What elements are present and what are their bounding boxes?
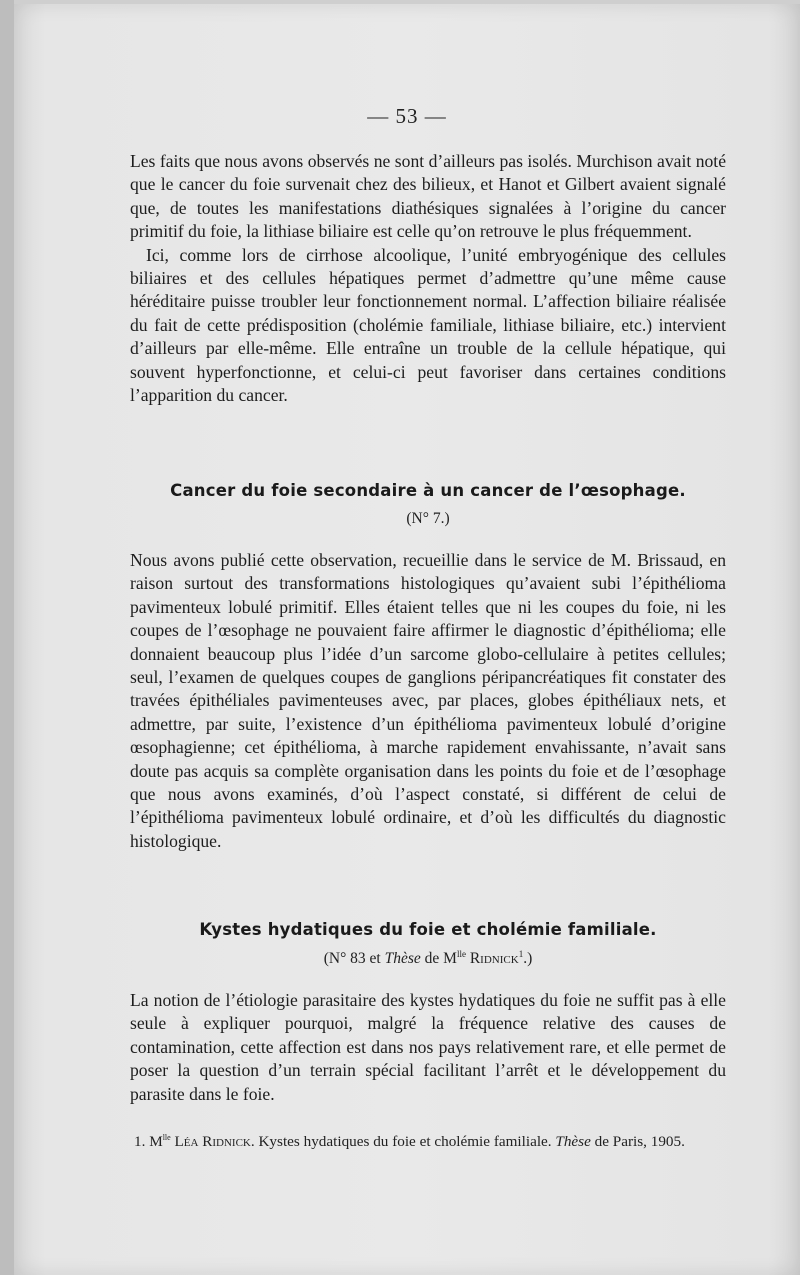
- intro-text: [130, 150, 726, 407]
- footnote-place: de Paris, 1905.: [590, 1133, 685, 1151]
- ref-suffix: .): [523, 950, 533, 968]
- ref-mlle-sup: lle: [456, 949, 466, 959]
- book-page: [14, 4, 800, 1275]
- footnote-title: Kystes hydatiques du foie et cholémie familiale.: [254, 1133, 556, 1151]
- paragraph-etiologie-parasitaire: La notion de l’étiologie parasitaire des kystes hydatiques du foie ne suffit pas à elle seule à expliquer pourquoi, malgré la fréquence relative des causes de contamination, cette affection est dans nos pays relativement rare, et elle permet de poser la question d’un terrain spécial facilitant l’arrêt et le développement du parasite dans le foie.: [130, 990, 726, 1104]
- paragraph-brissaud: Nous avons publié cette observation, recueillie dans le service de M. Brissaud, en raison surtout des transformations histologiques qu’avaient subi l’épithélioma pavimenteux lobulé primitif. Elles étaient telles que ni les coupes du foie, ni les coupes de l’œsophage ne pouvaient faire affirmer le diagnostic d’épithélioma; elle donnaient beaucoup plus l’idée d’un sarcome globo-cellulaire à petites cellules; seul, l’examen de quelques coupes de ganglions péripancréatiques fit constater des travées épithéliales pavimenteuses avec, par places, globes épithéliaux nets, et admettre, par suite, l’existence d’un épithélioma pavimenteux lobulé d’origine œsophagienne; cet épithélioma, à marche rapidement envahissante, n’avait sans doute pas acquis sa complète organisation dans les points du foie et de l’œsophage que nous avons examinés, d’où l’aspect constaté, si différent de celui de l’épithélioma pavimenteux lobulé ordinaire, et d’où les difficultés du diagnostic histologique.: [130, 550, 726, 851]
- page-number: — 53 —: [367, 104, 447, 128]
- footnote-these: Thèse: [555, 1133, 591, 1151]
- section-body-cancer-oesophage: [130, 549, 726, 853]
- section-ref-n7: (N° 7.): [406, 510, 450, 527]
- ref-these: Thèse: [384, 950, 421, 968]
- paragraph-murchison: Les faits que nous avons observés ne sont d’ailleurs pas isolés. Murchison avait noté que le cancer du foie survenait chez des bilieux, et Hanot et Gilbert avaient signalé que, de toutes les manifestations diathésiques signalées à l’origine du cancer primitif du foie, la lithiase biliaire est celle qu’on retrouve le plus fréquemment.: [130, 151, 726, 242]
- footnote-author-name: Léa Ridnick.: [170, 1133, 255, 1151]
- footnote-number: 1.: [134, 1133, 146, 1151]
- paragraph-cirrhose: Ici, comme lors de cirrhose alcoolique, l’unité embryogénique des cellules biliaires et des cellules hépatiques permet d’admettre qu’une même cause héréditaire puisse troubler leur fonctionnement normal. L’affection biliaire réalisée du fait de cette prédisposition (cholémie familiale, lithiase biliaire, etc.) intervient d’ailleurs par elle-même. Elle entraîne un trouble de la cellule hépatique, qui souvent hyperfonctionne, et celui-ci peut favoriser dans certaines conditions l’apparition du cancer.: [130, 244, 726, 406]
- section-body-kystes-hydatiques: [130, 989, 726, 1106]
- section-ref-n83: [130, 949, 726, 968]
- footnote: [120, 1128, 726, 1152]
- section-heading-kystes-hydatiques: Kystes hydatiques du foie et cholémie familiale.: [199, 920, 657, 939]
- footnote-author-prefix: M: [149, 1133, 163, 1151]
- section-heading-cancer-oesophage: Cancer du foie secondaire à un cancer de l’œsophage.: [170, 481, 686, 500]
- scan-left-margin: [0, 0, 14, 1275]
- ref-prefix: (N° 83 et: [323, 950, 385, 968]
- ref-name: Ridnick: [465, 950, 519, 968]
- footnote-author-sup: lle: [162, 1133, 171, 1142]
- ref-de: de M: [420, 950, 457, 968]
- footnote-marker: 1: [518, 949, 524, 959]
